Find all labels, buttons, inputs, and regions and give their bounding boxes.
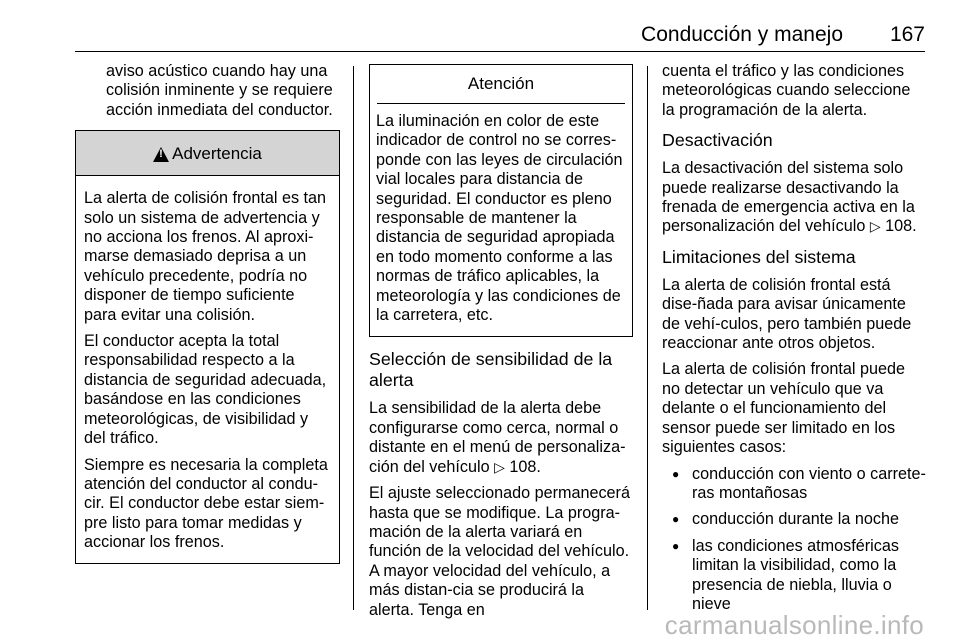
list-item: ● las condiciones atmosféricas limitan la visibilidad, como la presencia de niebla, lluvia o nieve (662, 537, 927, 615)
list-item: ● conducción con viento o carrete-ras montañosas (662, 465, 927, 504)
paragraph (369, 399, 633, 477)
attention-header (377, 65, 625, 104)
column-right (662, 62, 927, 621)
intro-paragraph: aviso acústico cuando hay una colisión inminente y se requiere acción inmediata del conductor. (106, 62, 333, 119)
page-ref-arrow-icon: ▷ (494, 458, 505, 475)
section-heading-sensitivity: Selección de sensibilidad de la alerta (369, 349, 613, 391)
paragraph: El ajuste seleccionado permanecerá hasta que se modifique. La progra-mación de la alerta variará en función de la velocidad del vehículo. A mayor velocidad del vehículo, a más distan-cia se producirá la alerta. Tenga en (369, 484, 630, 619)
attention-box (369, 64, 633, 337)
paragraph: cuenta el tráfico y las condiciones meteorológicas cuando seleccione la programación de la alerta. (662, 62, 911, 119)
column-middle (369, 62, 633, 627)
warning-paragraph: La alerta de colisión frontal es tan solo un sistema de advertencia y no acciona los frenos. Al aproxi-marse demasiado deprisa a un vehículo precedente, podría no disponer de tiempo suficiente para evitar una colisión. (84, 189, 327, 324)
chapter-title: Conducción y manejo (641, 23, 843, 46)
page-reference[interactable]: 108. (509, 457, 541, 476)
page-number: 167 (889, 23, 925, 46)
warning-box (75, 130, 340, 563)
paragraph (662, 159, 927, 237)
column-divider-1 (353, 66, 354, 610)
watermark: carmanualsonline.info (664, 610, 924, 640)
page-reference[interactable]: 108. (885, 217, 917, 236)
warning-header (76, 131, 339, 176)
warning-triangle-icon (153, 147, 169, 162)
section-heading-limitations: Limitaciones del sistema (662, 246, 856, 267)
paragraph-text: La desactivación del sistema solo puede realizarse desactivando la frenada de emergencia activa en la personalización del vehículo (662, 159, 915, 236)
warning-paragraph: Siempre es necesaria la completa atención del conductor al condu-cir. El conductor debe estar siem-pre listo para tomar medidas y accionar los frenos. (84, 455, 328, 552)
column-left (75, 62, 340, 564)
attention-body (370, 104, 632, 336)
list-item: ● conducción durante la noche (662, 510, 927, 529)
paragraph: La alerta de colisión frontal puede no detectar un vehículo que va delante o el funcionamiento del sensor puede ser limitado en los siguientes casos: (662, 360, 905, 457)
paragraph-text: La sensibilidad de la alerta debe configurarse como cerca, normal o distante en el menú de personaliza-ción del vehículo (369, 399, 626, 476)
warning-body (76, 176, 339, 562)
section-heading-deactivation: Desactivación (662, 130, 773, 151)
attention-paragraph: La iluminación en color de este indicador de control no se corres-ponde con las leyes de circulación vial locales para distancia de seguridad. El conductor es pleno responsable de mantener la distancia de seguridad apropiada en todo momento conforme a las normas de tráfico aplicables, la meteorología y las condiciones de la carretera, etc. (376, 112, 623, 325)
column-divider-2 (647, 66, 648, 610)
warning-paragraph: El conductor acepta la total responsabilidad respecto a la distancia de seguridad adecuada, basándose en las condiciones meteorológicas, de visibilidad y del tráfico. (84, 332, 327, 448)
attention-title: Atención (467, 74, 535, 94)
paragraph: La alerta de colisión frontal está dise-ñada para avisar únicamente de vehí-culos, pero también puede reaccionar ante otros objetos. (662, 275, 912, 353)
page-header (75, 22, 925, 52)
limitations-list (662, 465, 927, 615)
warning-title: Advertencia (172, 143, 262, 163)
page-ref-arrow-icon: ▷ (869, 218, 881, 235)
